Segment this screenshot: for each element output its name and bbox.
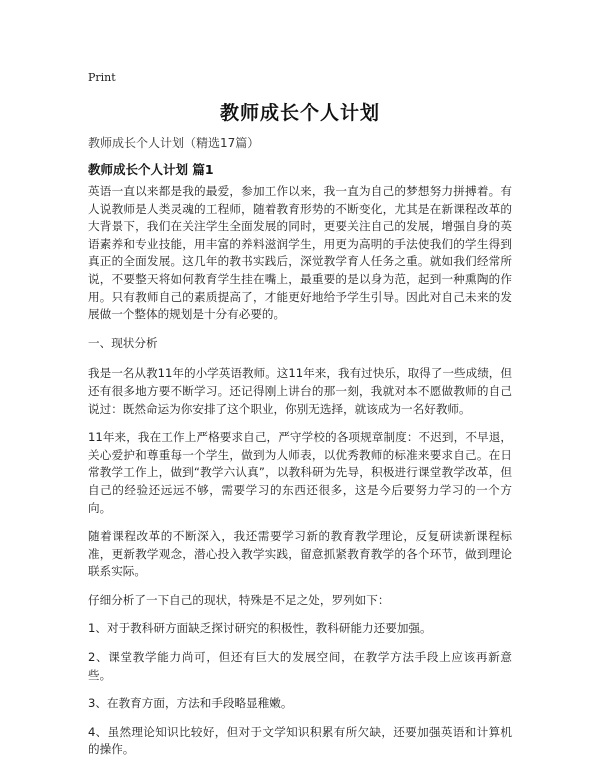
list-item: 4、虽然理论知识比较好，但对于文学知识积累有所欠缺，还要加强英语和计算机的操作。 [88, 724, 512, 757]
paragraph: 英语一直以来都是我的最爱，参加工作以来，我一直为自己的梦想努力拼搏着。有人说教师是人类灵魂的工程师，随着教育形势的不断变化，尤其是在新课程改革的大背景下，我们在关注学生全面发展的同时，更要关注自己的发展，增强自身的英语素养和专业技能，用丰富的养料滋润学生，用更为高明的手法使我们的学生得到真正的全面发展。这几年的教书实践后，深觉教学育人任务之重。就如我们经常所说，不要整天将如何教育学生挂在嘴上，最重要的是以身为范，起到一种熏陶的作用。只有教师自己的素质提高了，才能更好地给予学生引导。因此对自己未来的发展做一个整体的规划是十分有必要的。 [88, 184, 512, 322]
paragraph: 仔细分析了一下自己的现状，特殊是不足之处，罗列如下： [88, 592, 390, 607]
page-title: 教师成长个人计划 [219, 102, 380, 124]
section-heading: 教师成长个人计划 篇1 [88, 162, 214, 177]
list-item: 3、在教育方面，方法和手段略显稚嫩。 [88, 696, 293, 711]
paragraph: 11年来，我在工作上严格要求自己，严守学校的各项规章制度：不迟到，不早退，关心爱护和尊重每一个学生，做到为人师表，以优秀教师的标准来要求自己。在日常教学工作上，做到“教学六认真”，以教科研为先导，积极进行课堂教学改革，但自己的经验还远远不够，需要学习的东西还很多，这是今后要努力学习的一个方向。 [88, 430, 512, 515]
paragraph: 我是一名从教11年的小学英语教师。这11年来，我有过快乐，取得了一些成绩，但还有很多地方要不断学习。还记得刚上讲台的那一刻，我就对本不愿做教师的自己说过：既然命运为你安排了这个职业，你别无选择，就该成为一名好教师。 [88, 366, 512, 416]
article-body [88, 183, 512, 770]
print-link[interactable]: Print [88, 71, 116, 84]
list-item: 2、课堂教学能力尚可，但还有巨大的发展空间，在教学方法手段上应该再新意些。 [88, 650, 512, 682]
paragraph: 随着课程改革的不断深入，我还需要学习新的教育教学理论，反复研读新课程标准，更新教学观念，潜心投入教学实践，留意抓紧教育教学的各个环节，做到理论联系实际。 [88, 529, 512, 579]
document-subtitle: 教师成长个人计划（精选17篇） [88, 136, 260, 150]
subsection-heading: 一、现状分析 [88, 335, 158, 350]
list-item: 1、对于教科研方面缺乏探讨研究的积极性，教科研能力还要加强。 [88, 621, 432, 636]
